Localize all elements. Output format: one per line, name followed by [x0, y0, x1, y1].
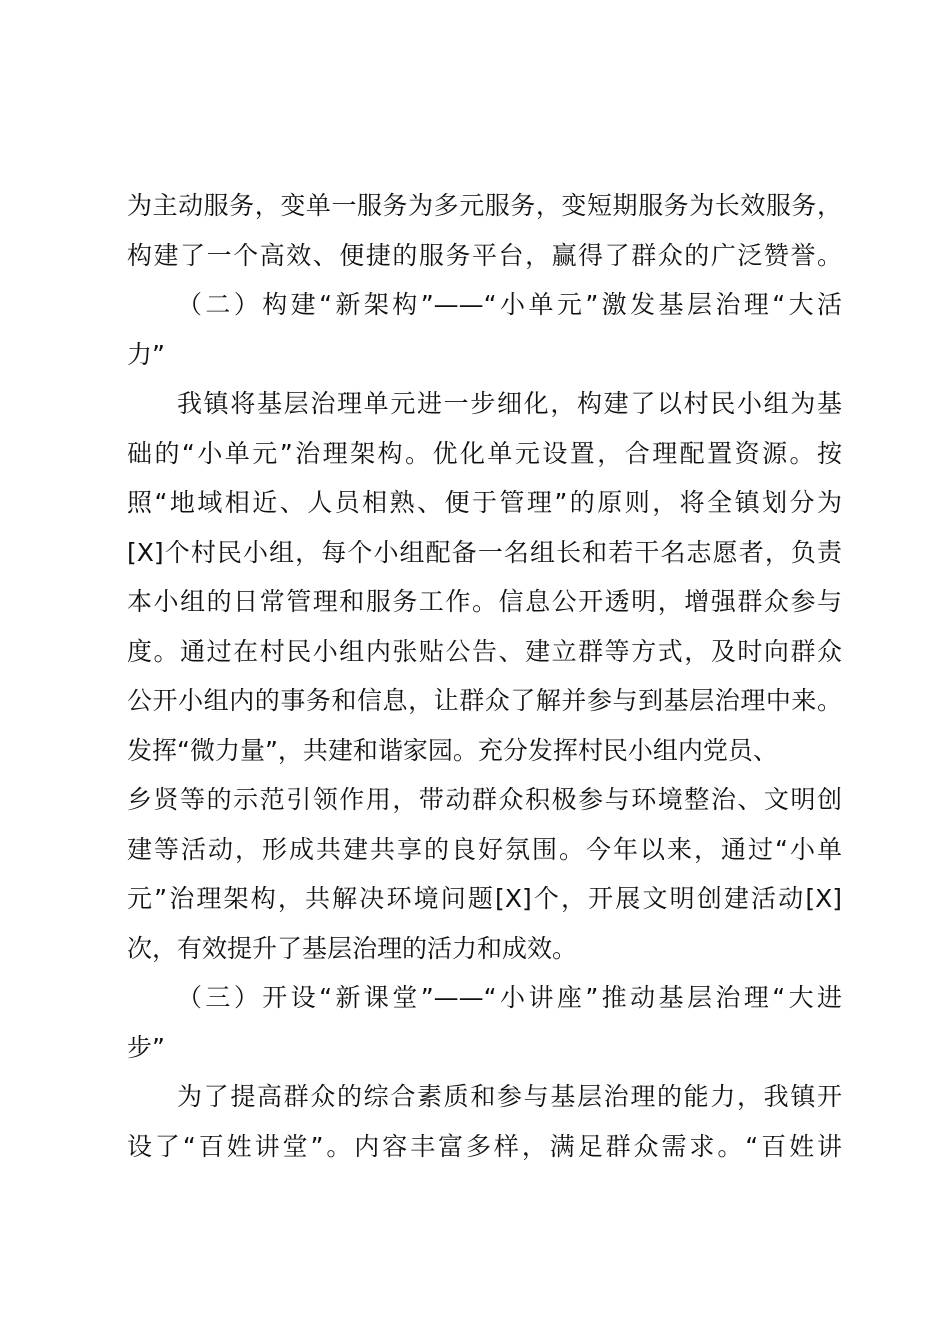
text-line: 本小组的日常管理和服务工作。信息公开透明，增强群众参与 — [127, 587, 842, 616]
section-heading-3-cont: 步” — [127, 1032, 165, 1062]
text-line: 公开小组内的事务和信息，让群众了解并参与到基层治理中来。 — [127, 686, 842, 715]
text-line: 乡贤等的示范引领作用，带动群众积极参与环境整治、文明创 — [127, 785, 842, 814]
text-line: 设了“百姓讲堂”。内容丰富多样，满足群众需求。“百姓讲 — [127, 1131, 842, 1161]
text-line: 础的“小单元”治理架构。优化单元设置，合理配置资源。按 — [127, 438, 842, 468]
text-line: 照“地域相近、人员相熟、便于管理”的原则，将全镇划分为 — [127, 488, 842, 517]
text-line: 为了提高群众的综合素质和参与基层治理的能力，我镇开 — [177, 1082, 842, 1111]
text-line: 为主动服务，变单一服务为多元服务，变短期服务为长效服务， — [127, 191, 842, 220]
body-text — [127, 181, 842, 1171]
section-heading-2: （二）构建“新架构”——“小单元”激发基层治理“大活 — [177, 290, 842, 319]
text-line: 次，有效提升了基层治理的活力和成效。 — [127, 933, 578, 963]
section-heading-2-cont: 力” — [127, 339, 165, 369]
text-line: 我镇将基层治理单元进一步细化，构建了以村民小组为基 — [177, 389, 842, 418]
section-heading-3: （三）开设“新课堂”——“小讲座”推动基层治理“大进 — [177, 983, 842, 1012]
text-line: [X]个村民小组，每个小组配备一名组长和若干名志愿者，负责 — [127, 537, 842, 567]
text-line: 度。通过在村民小组内张贴公告、建立群等方式，及时向群众 — [127, 636, 842, 666]
text-line: 发挥“微力量”，共建和谐家园。充分发挥村民小组内党员、 — [127, 735, 778, 765]
text-line: 元”治理架构，共解决环境问题[X]个，开展文明创建活动[X] — [127, 884, 842, 913]
text-line: 建等活动，形成共建共享的良好氛围。今年以来，通过“小单 — [127, 834, 842, 864]
text-line: 构建了一个高效、便捷的服务平台，赢得了群众的广泛赞誉。 — [127, 240, 842, 270]
